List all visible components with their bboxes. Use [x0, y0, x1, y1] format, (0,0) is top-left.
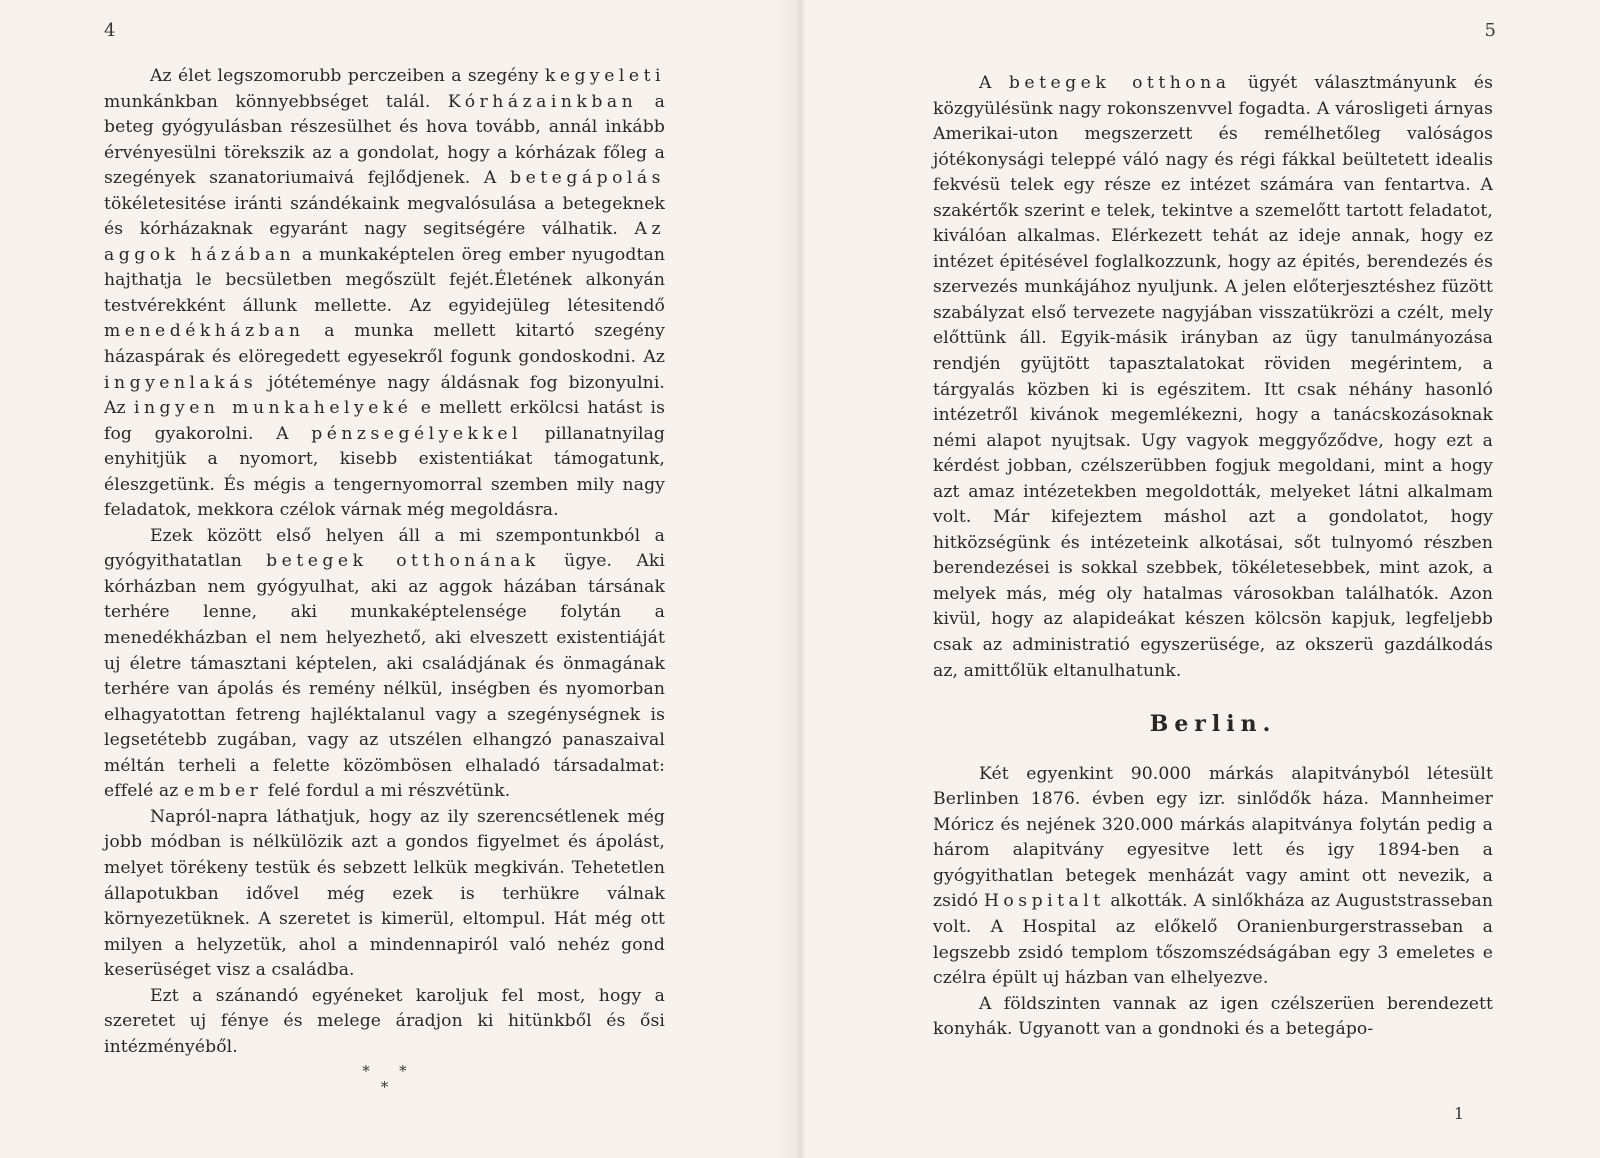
text-run: a munkaképtelen öreg ember nyugodtan hajthatja le becsületben megőszült fejét.Életének alkonyán testvérekként állunk mellette. Az egyidejüleg létesitendő	[104, 244, 665, 316]
emphasized-text: betegek otthona	[1008, 73, 1231, 93]
paragraph	[933, 71, 1493, 684]
text-run: A földszinten vannak az igen czélszerüen berendezett konyhák. Ugyanott van a gondnoki és a betegápo-	[933, 993, 1493, 1040]
paragraph	[933, 762, 1493, 992]
text-run: jótéteménye nagy áldásnak fog bizonyulni. Az	[104, 372, 665, 419]
text-run: Ezt a szánandó egyéneket karoljuk fel most, hogy a szeretet uj fénye és melege áradjon ki hitünkből és ősi intézményéből.	[104, 985, 665, 1057]
paragraph	[104, 984, 665, 1061]
left-page-body	[104, 64, 665, 1097]
emphasized-text: kegyeleti	[544, 66, 665, 86]
paragraph	[104, 524, 665, 805]
left-page	[0, 0, 796, 1158]
paragraph	[104, 805, 665, 984]
paragraph	[933, 992, 1493, 1043]
emphasized-text: betegápolás	[510, 168, 665, 189]
text-run: Napról-napra láthatjuk, hogy az ily szerencsétlenek még jobb módban is nélkülözik azt a gondos figyelmet és ápolást, melyet törékeny testük és sebzett lelkük megkiván. Tehetetlen állapotukban idővel még ezek is terhükre válnak környezetüknek. A szeretet is kimerül, eltompul. Hát még ott milyen a helyzetük, ahol a mindennapiról való nehéz gond keserüséget visz a családba.	[104, 806, 665, 981]
text-run: Két egyenkint 90.000 márkás alapitványból létesült Berlinben 1876. évben egy izr. sinlődők háza. Mannheimer Móricz és nejének 320.000 márkás alapitványa folytán pedig a három alapitvány egyesitve lett és igy 1894-ben a gyógyithatlan betegek menházát vagy amint ott nevezik, a zsidó	[933, 763, 1493, 912]
emphasized-text: Kórházainkban	[447, 91, 638, 112]
text-run: ügye. Aki kórházban nem gyógyulhat, aki az aggok házában társának terhére lenne, aki munkaképtelensége folytán a menedékházban el nem helyezhető, aki elveszett existentiáját uj életre támasztani képtelen, aki családjának és önmagának terhére van ápolás és remény nélkül, inségben és nyomorban elhagyatottan fetreng hajléktalanul vagy a szegénységnek is legsetétebb zugában, vagy az utszélen elhangzó panaszaival méltán terheli a felette közömbösen elhaladó társadalmat: effelé az	[104, 551, 665, 802]
text-run: e mellett erkölcsi hatást is fog gyakorolni. A	[104, 398, 665, 444]
text-run: tökéletesitése iránti szándékaink megvalósulása a betegeknek és kórházaknak egyaránt nagy segitségére válhatik.	[104, 193, 665, 240]
paragraph	[104, 64, 665, 524]
section-divider-stars	[104, 1062, 665, 1097]
page-number-left: 4	[104, 20, 116, 41]
emphasized-text: Hospitalt	[983, 891, 1105, 912]
text-run: A	[979, 73, 1009, 93]
text-run: Ezek között első helyen áll a mi szempontunkból a gyógyithatatlan	[104, 525, 665, 572]
text-run: alkották. A sinlőkháza az Auguststrasseban volt. A Hospital az előkelő Oranienburgerstrasseban a legszebb zsidó templom tőszomszédságában egy 3 emeletes e czélra épült uj házban van elhelyezve.	[933, 891, 1493, 989]
text-run: felé fordul a mi részvétünk.	[262, 781, 511, 802]
right-page	[804, 0, 1600, 1158]
emphasized-text: ingyenlakás	[104, 372, 258, 393]
text-run: Az élet legszomorubb perczeiben a szegény	[150, 66, 545, 86]
page-number-right: 5	[1484, 20, 1496, 41]
signature-mark: 1	[1453, 1104, 1464, 1123]
emphasized-text: ember	[183, 781, 263, 802]
text-run: ügyét választmányunk és közgyülésünk nagy rokonszenvvel fogadta. A városligeti árnyas Amerikai-uton megszerzett és remélhetőleg valóságos jótékonysági teleppé váló nagy és régi fákkal beültetett idealis fekvésü telek egy része ez intézet számára van fentartva. A szakértők szerint e telek, tekintve a szemelőtt tartott feladatot, kiválóan alkalmas. Elérkezett tehát az ideje annak, hogy ez intézet épitésével foglalkozzunk, hogy az épités, berendezés és szervezés munkájához nyuljunk. A jelen előterjesztéshez füzött szabályzat első tervezete nagyjában visszatükrözi a czélt, mely előttünk áll. Egyik-másik irányban az ügy tanulmányozása rendjén gyüjtött tapasztalatokat röviden megérintem, a tárgyalás közben ki is egészitem. Itt csak néhány hasonló intézetről kivánok megemlékezni, hogy a tanácskozásoknak némi alapot nyujtsak. Ugy vagyok meggyőződve, hogy ezt a kérdést jobban, czélszerübben fogjuk megoldani, mint a hogy azt amaz intézetekben megoldották, melyeket látni alkalmam volt. Már kifejeztem máshol azt a gondolatot, hogy hitközségünk és intézeteink alkotásai, sőt tulnyomó részben berendezései is sokkal szebbek, tökéletesebbek, mint azok, a melyek más, még oly hatalmas városokban találhatók. Azon kivül, hogy az alapideákat készen kölcsön kapjuk, legfeljebb csak az administratió egyszerüsége, az okszerü gazdálkodás az, amittőlük eltanulhatunk.	[933, 73, 1493, 681]
stars-row-2: *	[380, 1078, 389, 1097]
emphasized-text: betegek otthonának	[266, 551, 540, 572]
text-run: pillanatnyilag enyhitjük a nyomort, kisebb existentiákat támogatunk, éleszgetünk. És mégis a tengernyomorral szemben mily nagy feladatok, mekkora czélok várnak még megoldásra.	[104, 423, 665, 521]
right-paragraphs-after-heading	[933, 762, 1493, 1043]
text-run: a beteg gyógyulásban részesülhet és hova tovább, annál inkább érvényesülni törekszik az a gondolat, hogy a kórházak főleg a szegények szanatoriumaivá fejlődjenek. A	[104, 91, 665, 189]
emphasized-text: pénzsegélyekkel	[311, 423, 523, 444]
emphasized-text: Az aggok házában	[104, 219, 665, 265]
stars-row-1: * *	[362, 1062, 407, 1081]
text-run: munkánkban könnyebbséget talál.	[104, 91, 448, 112]
left-paragraphs	[104, 64, 665, 1060]
right-paragraphs-before-heading	[933, 71, 1493, 684]
section-heading: Berlin.	[1149, 711, 1277, 738]
emphasized-text: ingyen munkahelyeké	[133, 398, 413, 419]
text-run: a munka mellett kitartó szegény házaspárak és elöregedett egyesekről fogunk gondoskodni. Az	[104, 321, 665, 368]
right-page-body	[933, 71, 1493, 1043]
emphasized-text: menedékházban	[104, 321, 305, 342]
